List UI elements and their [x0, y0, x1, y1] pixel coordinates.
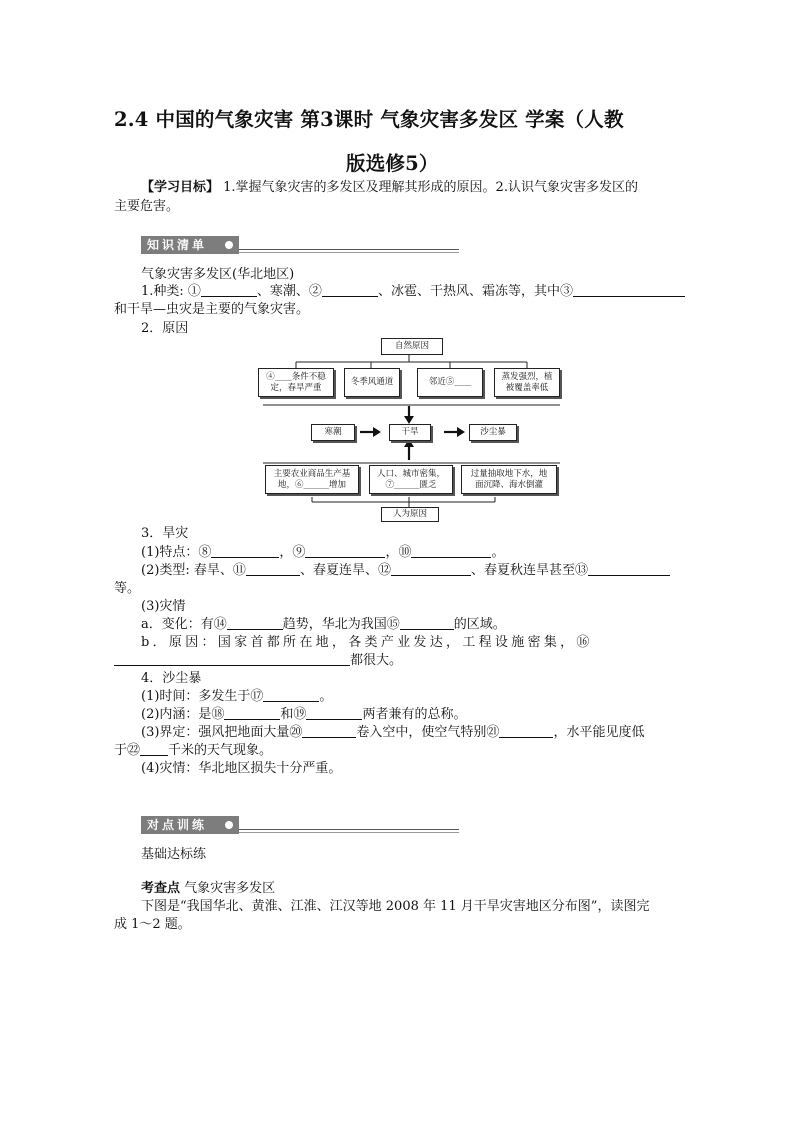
sandstorm-heading: 4．沙尘暴 — [141, 671, 202, 686]
drought-types-cont: 等。 — [114, 581, 141, 596]
sandstorm-definition: (3)界定：强风把地面大量⑳ 卷入空中，使空气特别㉑ ，水平能见度低 — [141, 725, 645, 740]
region-heading: 气象灾害多发区(华北地区) — [141, 267, 295, 282]
drought-types: (2)类型: 春旱、⑪ 、春夏连旱、⑫ 、春夏秋连旱甚至⑬ — [141, 562, 670, 580]
sandstorm-meaning: (2)内涵：是⑱ 和⑲ 两者兼有的总称。 — [141, 707, 467, 722]
objectives-line2: 主要危害。 — [114, 199, 180, 214]
blank-20[interactable] — [302, 724, 356, 738]
sandstorm-definition-cont: 于㉒ 千米的天气现象。 — [114, 743, 273, 758]
blank-21[interactable] — [499, 724, 553, 738]
drought-heading: 3．旱灾 — [141, 526, 189, 541]
basic-practice-heading: 基础达标练 — [141, 847, 207, 862]
natural-cause-2: 冬季风通道 — [344, 368, 400, 397]
human-causes-box: 人为原因 — [381, 507, 439, 522]
drought-situation: (3)灾情 — [141, 599, 186, 614]
drought-reason: b．原因：国家首都所在地，各类产业发达，工程设施密集，⑯ — [141, 635, 593, 650]
objectives-line1: 【学习目标】 1.掌握气象灾害的多发区及理解其形成的原因。2.认识气象灾害多发区的 — [141, 180, 638, 195]
reason-heading: 2．原因 — [141, 321, 189, 336]
natural-cause-3: 邻近⑤____ — [417, 368, 483, 397]
sandstorm-time: (1)时间：多发生于⑰ 。 — [141, 689, 333, 704]
blank-12[interactable] — [391, 562, 471, 576]
blank-13[interactable] — [588, 562, 670, 576]
blank-10[interactable] — [411, 544, 491, 558]
question-intro-cont: 成 1～2 题。 — [114, 917, 191, 932]
page-title-cont: 版选修5） — [346, 152, 439, 175]
natural-causes-box: 自然原因 — [381, 338, 443, 355]
blank-22[interactable] — [140, 742, 168, 756]
blank-15[interactable] — [400, 616, 454, 630]
drought-change: a．变化：有⑭ 趋势，华北为我国⑮ 的区域。 — [141, 617, 506, 632]
exam-point: 考查点 气象灾害多发区 — [141, 881, 276, 896]
kinds-line: 1.种类: ① 、寒潮、② 、冰雹、干热风、霜冻等，其中③ — [141, 283, 685, 301]
drought-box: 干旱 — [389, 424, 431, 441]
blank-19[interactable] — [306, 706, 362, 720]
drought-reason-cont: 都很大。 — [114, 652, 402, 670]
blank-8[interactable] — [211, 544, 279, 558]
human-cause-1: 主要农业商品生产基 地，⑥______增加 — [265, 465, 359, 494]
blank-17[interactable] — [263, 688, 319, 702]
sandstorm-situation: (4)灾情：华北地区损失十分严重。 — [141, 761, 342, 776]
section-label: 对点训练 — [141, 816, 239, 834]
human-cause-2: 人口、城市密集， ⑦______匮乏 — [369, 465, 453, 494]
blank-9[interactable] — [305, 544, 385, 558]
blank-18[interactable] — [224, 706, 280, 720]
question-intro: 下图是“我国华北、黄淮、江淮、江汉等地 2008 年 11 月干旱灾害地区分布图”，读图完 — [141, 899, 650, 914]
bullet-dot-icon — [225, 821, 233, 829]
blank-14[interactable] — [227, 616, 283, 630]
blank-16[interactable] — [114, 652, 350, 666]
page-title: 2.4 中国的气象灾害 第3课时 气象灾害多发区 学案（人教 — [114, 108, 624, 131]
section-label: 知识清单 — [141, 236, 239, 254]
blank-11[interactable] — [246, 562, 300, 576]
natural-cause-4: 蒸发强烈，植 被覆盖率低 — [494, 368, 560, 397]
cold-wave-box: 寒潮 — [311, 424, 355, 441]
sandstorm-box: 沙尘暴 — [469, 424, 517, 441]
drought-features: (1)特点：⑧ ，⑨ ，⑩ 。 — [141, 545, 505, 560]
kinds-line2: 和干旱—虫灾是主要的气象灾害。 — [114, 302, 310, 317]
human-cause-3: 过量抽取地下水，地 面沉降、海水倒灌 — [461, 465, 557, 494]
natural-cause-1: ④____条件不稳 定，春旱严重 — [258, 368, 334, 397]
